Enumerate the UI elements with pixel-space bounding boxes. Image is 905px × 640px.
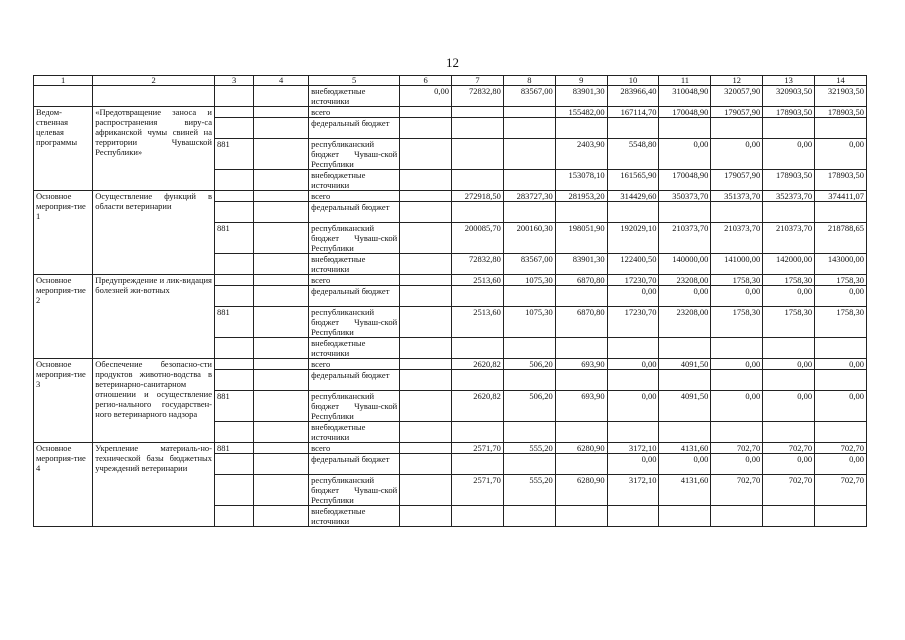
responsible-code <box>214 338 253 359</box>
value-cell <box>763 338 815 359</box>
column-number: 2 <box>93 76 215 86</box>
program-status: Ведом-ственная целевая программы <box>34 107 93 191</box>
program-name: Обеспечение безопасно-сти продуктов животно-водства в ветеринарно-санитарном отношении и осуществление регио-нального государствен-ного ветеринарного надзора <box>93 359 215 443</box>
value-cell: 2571,70 <box>452 443 504 454</box>
value-cell: 321903,50 <box>815 86 867 107</box>
value-cell: 0,00 <box>815 286 867 307</box>
program-status: Основное мероприя-тие 4 <box>34 443 93 527</box>
value-cell: 351373,70 <box>711 191 763 202</box>
responsible-code: 881 <box>214 443 253 454</box>
value-cell <box>400 191 452 202</box>
value-cell: 179057,90 <box>711 170 763 191</box>
value-cell: 0,00 <box>763 454 815 475</box>
value-cell <box>555 338 607 359</box>
value-cell: 83567,00 <box>503 86 555 107</box>
value-cell: 170048,90 <box>659 170 711 191</box>
funding-source: внебюджетные источники <box>309 254 400 275</box>
value-cell: 0,00 <box>607 454 659 475</box>
value-cell: 6870,80 <box>555 275 607 286</box>
value-cell: 141000,00 <box>711 254 763 275</box>
value-cell <box>815 506 867 527</box>
value-cell: 192029,10 <box>607 223 659 254</box>
value-cell: 314429,60 <box>607 191 659 202</box>
program-status: Основное мероприя-тие 2 <box>34 275 93 359</box>
funding-source: республиканский бюджет Чуваш-ской Республики <box>309 307 400 338</box>
table-row <box>34 443 867 454</box>
responsible-code <box>214 191 253 202</box>
responsible-code: 881 <box>214 391 253 422</box>
value-cell <box>400 118 452 139</box>
column-number: 4 <box>254 76 309 86</box>
value-cell: 153078,10 <box>555 170 607 191</box>
value-cell <box>400 359 452 370</box>
value-cell <box>659 422 711 443</box>
value-cell: 555,20 <box>503 443 555 454</box>
value-cell <box>503 286 555 307</box>
value-cell <box>659 338 711 359</box>
value-cell <box>555 286 607 307</box>
value-cell: 352373,70 <box>763 191 815 202</box>
value-cell: 142000,00 <box>763 254 815 275</box>
value-cell <box>400 422 452 443</box>
funding-source: федеральный бюджет <box>309 454 400 475</box>
value-cell: 0,00 <box>659 454 711 475</box>
value-cell: 0,00 <box>400 86 452 107</box>
value-cell <box>555 506 607 527</box>
value-cell: 0,00 <box>815 391 867 422</box>
value-cell: 0,00 <box>607 286 659 307</box>
value-cell: 1758,30 <box>815 307 867 338</box>
value-cell <box>607 422 659 443</box>
value-cell <box>659 202 711 223</box>
column-number: 14 <box>815 76 867 86</box>
value-cell: 374411,07 <box>815 191 867 202</box>
value-cell: 702,70 <box>763 475 815 506</box>
column-number: 9 <box>555 76 607 86</box>
responsible-code <box>214 254 253 275</box>
value-cell: 210373,70 <box>763 223 815 254</box>
value-cell: 0,00 <box>711 359 763 370</box>
value-cell: 6280,90 <box>555 443 607 454</box>
value-cell: 122400,50 <box>607 254 659 275</box>
value-cell <box>503 370 555 391</box>
value-cell: 6280,90 <box>555 475 607 506</box>
value-cell <box>555 370 607 391</box>
funding-source: федеральный бюджет <box>309 118 400 139</box>
value-cell: 702,70 <box>815 475 867 506</box>
value-cell: 0,00 <box>711 286 763 307</box>
value-cell: 0,00 <box>763 391 815 422</box>
value-cell <box>607 338 659 359</box>
value-cell <box>400 286 452 307</box>
value-cell <box>555 454 607 475</box>
funding-source: всего <box>309 107 400 118</box>
value-cell: 0,00 <box>763 359 815 370</box>
value-cell <box>503 454 555 475</box>
value-cell: 178903,50 <box>763 170 815 191</box>
value-cell: 3172,10 <box>607 475 659 506</box>
value-cell <box>400 443 452 454</box>
value-cell: 17230,70 <box>607 275 659 286</box>
value-cell <box>452 202 504 223</box>
funding-source: всего <box>309 443 400 454</box>
value-cell: 1758,30 <box>815 275 867 286</box>
value-cell <box>400 454 452 475</box>
value-cell: 350373,70 <box>659 191 711 202</box>
value-cell: 4091,50 <box>659 391 711 422</box>
value-cell: 281953,20 <box>555 191 607 202</box>
value-cell: 0,00 <box>711 139 763 170</box>
value-cell: 693,90 <box>555 359 607 370</box>
value-cell: 2620,82 <box>452 391 504 422</box>
value-cell <box>452 107 504 118</box>
program-status: Основное мероприя-тие 3 <box>34 359 93 443</box>
value-cell: 210373,70 <box>711 223 763 254</box>
value-cell <box>452 370 504 391</box>
value-cell <box>555 202 607 223</box>
value-cell <box>400 275 452 286</box>
value-cell: 0,00 <box>815 139 867 170</box>
value-cell: 1075,30 <box>503 307 555 338</box>
value-cell <box>607 118 659 139</box>
funding-source: федеральный бюджет <box>309 370 400 391</box>
value-cell <box>452 139 504 170</box>
value-cell <box>400 107 452 118</box>
value-cell <box>503 338 555 359</box>
table-body <box>34 86 867 527</box>
value-cell: 5548,80 <box>607 139 659 170</box>
value-cell: 2513,60 <box>452 275 504 286</box>
value-cell <box>711 370 763 391</box>
table-row <box>34 191 867 202</box>
value-cell: 0,00 <box>815 454 867 475</box>
column-number: 12 <box>711 76 763 86</box>
value-cell: 23208,00 <box>659 275 711 286</box>
value-cell: 0,00 <box>763 286 815 307</box>
responsible-code <box>214 370 253 391</box>
value-cell <box>659 370 711 391</box>
value-cell: 178903,50 <box>763 107 815 118</box>
value-cell <box>763 118 815 139</box>
value-cell: 2513,60 <box>452 307 504 338</box>
column-number: 13 <box>763 76 815 86</box>
value-cell <box>452 118 504 139</box>
value-cell: 178903,50 <box>815 107 867 118</box>
program-status: Основное мероприя-тие 1 <box>34 191 93 275</box>
value-cell <box>400 391 452 422</box>
value-cell: 702,70 <box>711 475 763 506</box>
value-cell: 2620,82 <box>452 359 504 370</box>
responsible-code <box>214 170 253 191</box>
value-cell: 218788,65 <box>815 223 867 254</box>
value-cell <box>452 286 504 307</box>
value-cell <box>607 506 659 527</box>
value-cell <box>607 370 659 391</box>
value-cell: 702,70 <box>763 443 815 454</box>
value-cell: 198051,90 <box>555 223 607 254</box>
funding-source: республиканский бюджет Чуваш-ской Республики <box>309 391 400 422</box>
responsible-code <box>214 454 253 475</box>
value-cell: 155482,00 <box>555 107 607 118</box>
column-number: 7 <box>452 76 504 86</box>
value-cell: 6870,80 <box>555 307 607 338</box>
value-cell <box>503 202 555 223</box>
value-cell <box>400 370 452 391</box>
value-cell <box>400 307 452 338</box>
value-cell: 0,00 <box>659 139 711 170</box>
value-cell <box>503 170 555 191</box>
value-cell <box>815 118 867 139</box>
value-cell: 3172,10 <box>607 443 659 454</box>
responsible-code <box>214 275 253 286</box>
value-cell: 83901,30 <box>555 86 607 107</box>
value-cell <box>400 223 452 254</box>
value-cell <box>400 506 452 527</box>
responsible-code <box>214 286 253 307</box>
column-number: 11 <box>659 76 711 86</box>
funding-source: внебюджетные источники <box>309 422 400 443</box>
funding-source: республиканский бюджет Чуваш-ской Республики <box>309 475 400 506</box>
value-cell: 0,00 <box>711 454 763 475</box>
funding-source: республиканский бюджет Чуваш-ской Республики <box>309 223 400 254</box>
table-row <box>34 359 867 370</box>
value-cell <box>503 139 555 170</box>
value-cell <box>452 506 504 527</box>
value-cell: 310048,90 <box>659 86 711 107</box>
value-cell: 283966,40 <box>607 86 659 107</box>
funding-source: внебюджетные источники <box>309 338 400 359</box>
value-cell <box>400 338 452 359</box>
value-cell <box>815 422 867 443</box>
value-cell: 555,20 <box>503 475 555 506</box>
value-cell: 0,00 <box>607 391 659 422</box>
value-cell <box>763 506 815 527</box>
value-cell: 0,00 <box>763 139 815 170</box>
table-row <box>34 275 867 286</box>
value-cell <box>763 202 815 223</box>
value-cell: 1758,30 <box>763 307 815 338</box>
value-cell: 4131,60 <box>659 475 711 506</box>
value-cell <box>400 202 452 223</box>
responsible-code: 881 <box>214 223 253 254</box>
column-number: 10 <box>607 76 659 86</box>
value-cell: 320903,50 <box>763 86 815 107</box>
value-cell: 702,70 <box>711 443 763 454</box>
column-number-row <box>34 76 867 86</box>
value-cell: 83901,30 <box>555 254 607 275</box>
value-cell: 2403,90 <box>555 139 607 170</box>
value-cell: 4131,60 <box>659 443 711 454</box>
value-cell <box>659 118 711 139</box>
program-name: Укрепление материаль-но-технической базы бюджетных учреждений ветеринарии <box>93 443 215 527</box>
responsible-code <box>214 422 253 443</box>
value-cell <box>763 422 815 443</box>
value-cell <box>400 170 452 191</box>
column-number: 3 <box>214 76 253 86</box>
program-name: Осуществление функций в области ветеринарии <box>93 191 215 275</box>
responsible-code: 881 <box>214 307 253 338</box>
value-cell: 506,20 <box>503 359 555 370</box>
value-cell: 2571,70 <box>452 475 504 506</box>
responsible-code <box>214 118 253 139</box>
value-cell: 1758,30 <box>763 275 815 286</box>
value-cell: 140000,00 <box>659 254 711 275</box>
value-cell: 200160,30 <box>503 223 555 254</box>
value-cell: 283727,30 <box>503 191 555 202</box>
column-number: 8 <box>503 76 555 86</box>
value-cell: 4091,50 <box>659 359 711 370</box>
value-cell: 1758,30 <box>711 275 763 286</box>
value-cell <box>815 338 867 359</box>
value-cell: 0,00 <box>815 359 867 370</box>
funding-source: всего <box>309 191 400 202</box>
responsible-code <box>214 506 253 527</box>
value-cell <box>659 506 711 527</box>
value-cell: 72832,80 <box>452 254 504 275</box>
value-cell <box>711 338 763 359</box>
value-cell: 506,20 <box>503 391 555 422</box>
funding-source: федеральный бюджет <box>309 202 400 223</box>
value-cell <box>607 202 659 223</box>
value-cell: 83567,00 <box>503 254 555 275</box>
column-number: 5 <box>309 76 400 86</box>
value-cell: 0,00 <box>659 286 711 307</box>
funding-source: внебюджетные источники <box>309 506 400 527</box>
value-cell: 200085,70 <box>452 223 504 254</box>
value-cell: 17230,70 <box>607 307 659 338</box>
value-cell <box>400 254 452 275</box>
value-cell <box>815 370 867 391</box>
value-cell: 0,00 <box>711 391 763 422</box>
value-cell: 179057,90 <box>711 107 763 118</box>
value-cell <box>503 506 555 527</box>
value-cell: 143000,00 <box>815 254 867 275</box>
responsible-code <box>214 475 253 506</box>
value-cell: 320057,90 <box>711 86 763 107</box>
page-number: 12 <box>446 55 459 70</box>
value-cell <box>400 139 452 170</box>
funding-source: внебюджетные источники <box>309 170 400 191</box>
value-cell <box>711 202 763 223</box>
responsible-code <box>214 202 253 223</box>
responsible-code <box>214 359 253 370</box>
funding-source: всего <box>309 359 400 370</box>
value-cell <box>711 422 763 443</box>
value-cell <box>452 422 504 443</box>
funding-source: федеральный бюджет <box>309 286 400 307</box>
value-cell: 272918,50 <box>452 191 504 202</box>
value-cell: 1758,30 <box>711 307 763 338</box>
value-cell: 23208,00 <box>659 307 711 338</box>
value-cell <box>555 118 607 139</box>
responsible-code <box>214 107 253 118</box>
funding-source: внебюджетные источники <box>309 86 400 107</box>
value-cell <box>711 118 763 139</box>
value-cell <box>763 370 815 391</box>
funding-source: всего <box>309 275 400 286</box>
value-cell <box>452 170 504 191</box>
value-cell: 1075,30 <box>503 275 555 286</box>
column-number: 6 <box>400 76 452 86</box>
value-cell <box>503 422 555 443</box>
table-row <box>34 86 867 107</box>
value-cell: 0,00 <box>607 359 659 370</box>
value-cell <box>452 454 504 475</box>
table-row <box>34 107 867 118</box>
value-cell: 161565,90 <box>607 170 659 191</box>
responsible-code: 881 <box>214 139 253 170</box>
value-cell: 702,70 <box>815 443 867 454</box>
value-cell <box>452 338 504 359</box>
value-cell: 693,90 <box>555 391 607 422</box>
value-cell <box>555 422 607 443</box>
value-cell <box>503 107 555 118</box>
value-cell: 72832,80 <box>452 86 504 107</box>
value-cell: 178903,50 <box>815 170 867 191</box>
value-cell: 210373,70 <box>659 223 711 254</box>
value-cell <box>400 475 452 506</box>
budget-table <box>33 75 867 527</box>
value-cell: 167114,70 <box>607 107 659 118</box>
value-cell <box>503 118 555 139</box>
program-name: «Предотвращение заноса и распространения виру-са африканской чумы свиней на территории Чувашской Республики» <box>93 107 215 191</box>
value-cell: 170048,90 <box>659 107 711 118</box>
funding-source: республиканский бюджет Чуваш-ской Республики <box>309 139 400 170</box>
value-cell <box>711 506 763 527</box>
column-number: 1 <box>34 76 93 86</box>
program-name: Предупреждение и лик-видация болезней жи-вотных <box>93 275 215 359</box>
value-cell <box>815 202 867 223</box>
